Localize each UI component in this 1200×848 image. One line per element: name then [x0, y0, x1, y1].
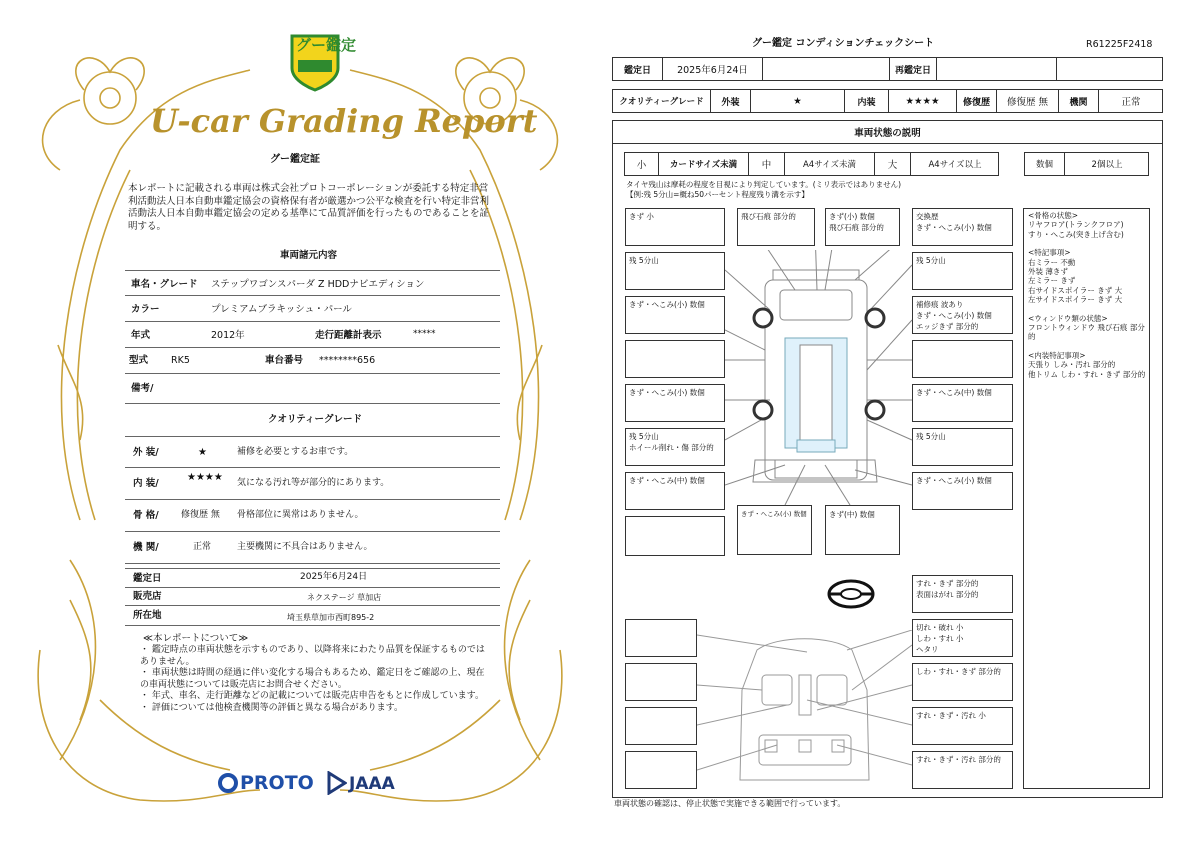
- interior-label: 内 装/: [133, 478, 159, 489]
- jaaa-logo-text: JAAA: [349, 774, 395, 794]
- car-exterior-diagram: [725, 250, 915, 520]
- count-desc: 2個以上: [1091, 160, 1123, 170]
- callout-box: 交換歴 きず・へこみ(小) 数個: [912, 208, 1013, 246]
- name-value: ステップワゴンスパーダ Z HDDナビエディション: [211, 279, 425, 290]
- side-notes: <骨格の状態> リヤフロア(トランクフロア) すり・へこみ(突き上げ含む) <特記事項> 右ミラー 不動 外装 薄きず 左ミラー きず 右サイドスポイラー きず 大 左サイドスポイラー きず 大 <ウィンドウ類の状態> フロントウィンドウ 飛び石痕 部分的 <内装特記事項> 天張り しみ・汚れ 部分的 他トリム しわ・すれ・きず 部分的: [1028, 211, 1146, 379]
- cert-title: グー鑑定証: [270, 154, 320, 165]
- mileage-label: 走行距離計表示: [315, 330, 382, 341]
- size-small: 小: [625, 153, 659, 175]
- condition-check-sheet: [600, 0, 1200, 848]
- model-label: 型式: [129, 355, 149, 366]
- condition-title: 車両状態の説明: [612, 120, 1163, 144]
- date-label: 鑑定日: [613, 58, 663, 80]
- callout-box: きず・へこみ(小) 数個: [625, 384, 725, 422]
- interior-desc: 気になる汚れ等が部分的にあります。: [237, 478, 390, 488]
- info-row-address: [125, 606, 500, 626]
- size-mid: 中: [749, 153, 785, 175]
- address-value: 埼玉県草加市西町895-2: [287, 613, 375, 622]
- callout-box-empty: [625, 619, 697, 657]
- callout-box: 補修痕 波あり きず・へこみ(小) 数個 エッジきず 部分的: [912, 296, 1013, 334]
- int-stars: ★★★★: [889, 90, 957, 112]
- spec-row-model: [125, 348, 500, 374]
- remarks-label: 備考/: [131, 383, 154, 394]
- jaaa-logo-icon: [327, 771, 347, 795]
- size-small-desc: カードサイズ未満: [659, 153, 749, 175]
- car-interior-diagram: [697, 630, 912, 795]
- callout-box: 残 5分山: [625, 252, 725, 290]
- grade-row: [612, 89, 1163, 113]
- model-value: RK5: [171, 355, 190, 366]
- size-large: 大: [875, 153, 911, 175]
- callout-box: すれ・きず・汚れ 部分的: [912, 751, 1013, 789]
- badge-text: グー鑑定: [296, 36, 357, 54]
- note-item: ・ 鑑定時点の車両状態を示すものであり、以降将来にわたり品質を保証するものではありません。: [140, 645, 485, 667]
- size-mid-desc: A4サイズ未満: [785, 153, 875, 175]
- repair-value: 修復歴 無: [997, 90, 1059, 112]
- steering-wheel-icon: [826, 578, 876, 610]
- date-value: 2025年6月24日: [300, 572, 368, 582]
- exterior-desc: 補修を必要とするお車です。: [237, 447, 354, 457]
- exterior-label: 外 装/: [133, 447, 159, 458]
- date-value: 2025年6月24日: [663, 58, 763, 80]
- repair-label: 修復歴: [957, 90, 997, 112]
- mileage-value: *****: [413, 329, 436, 339]
- callout-box: 飛び石痕 部分的: [737, 208, 815, 246]
- callout-box: きず・へこみ(中) 数個: [625, 472, 725, 510]
- spec-title: 車両諸元内容: [280, 250, 338, 261]
- redate-value: [937, 58, 1057, 80]
- year-label: 年式: [131, 330, 151, 341]
- callout-box-empty: [625, 707, 697, 745]
- footer-note: 車両状態の確認は、停止状態で実施できる範囲で行っています。: [614, 799, 846, 808]
- tire-note-2: 【例:残 5分山=概ね50パーセント程度残り溝を示す】: [626, 190, 809, 199]
- callout-box-empty: [912, 340, 1013, 378]
- side-notes-panel: [1023, 208, 1150, 789]
- date-label: 鑑定日: [133, 573, 162, 584]
- engine-value: 正常: [1121, 97, 1141, 108]
- note-item: ・ 車両状態は時間の経過に伴い変化する場合もあるため、鑑定日をご確認の上、現在の車両状態については販売店にお問合せください。: [140, 668, 485, 690]
- intro-text: 本レポートに記載される車両は株式会社プロトコーポレーションが委託する特定非営利活動法人日本自動車鑑定協会の資格保有者が厳選かつ公平な検査を行い特定非営利活動法人日本自動車鑑定協会の定める基準にて品質評価を行ったものであることを証明する。: [128, 183, 490, 232]
- shop-label: 販売店: [133, 591, 162, 602]
- callout-box-empty: [625, 516, 725, 556]
- spec-row-remarks: [125, 374, 500, 404]
- callout-box: きず 小: [625, 208, 725, 246]
- callout-box: しわ・すれ・きず 部分的: [912, 663, 1013, 701]
- report-id: R61225F2418: [1086, 39, 1153, 50]
- callout-box: きず(小) 数個 飛び石痕 部分的: [825, 208, 900, 246]
- quality-row-exterior: [125, 436, 500, 468]
- chassis-value: ********656: [319, 355, 376, 366]
- callout-box: 残 5分山 ホイール削れ・傷 部分的: [625, 428, 725, 466]
- qg-label: クオリティーグレード: [613, 90, 711, 112]
- redate-label: 再鑑定日: [889, 58, 937, 80]
- notes-title: ≪本レポートについて≫: [143, 633, 249, 644]
- callout-box: 残 5分山: [912, 428, 1013, 466]
- quality-row-engine: [125, 532, 500, 564]
- ext-label: 外装: [711, 90, 751, 112]
- name-label: 車名・グレード: [131, 279, 198, 290]
- quality-row-frame: [125, 500, 500, 532]
- spec-row-name: [125, 270, 500, 296]
- engine-label: 機 関/: [133, 542, 159, 553]
- color-label: カラー: [131, 304, 160, 315]
- quality-title: クオリティーグレード: [268, 414, 363, 425]
- script-title: U-car Grading Report: [150, 102, 538, 140]
- proto-logo-text: PROTO: [240, 772, 314, 794]
- callout-box: すれ・きず 部分的 表面はがれ 部分的: [912, 575, 1013, 613]
- interior-stars: ★★★★: [187, 472, 223, 483]
- spec-row-year: [125, 322, 500, 348]
- callout-box: きず・へこみ(中) 数個: [912, 384, 1013, 422]
- info-row-shop: [125, 588, 500, 606]
- date-row: [612, 57, 1163, 81]
- size-legend: [624, 152, 999, 176]
- count-legend: [1024, 152, 1149, 176]
- size-large-desc: A4サイズ以上: [928, 160, 982, 170]
- note-item: ・ 評価については他検査機関等の評価と異なる場合があります。: [140, 702, 403, 713]
- callout-box: きず・へこみ(小) 数個: [625, 296, 725, 334]
- callout-box: すれ・きず・汚れ 小: [912, 707, 1013, 745]
- callout-box-empty: [625, 663, 697, 701]
- engine-desc: 主要機関に不具合はありません。: [237, 542, 373, 552]
- shop-value: ネクステージ 草加店: [307, 593, 382, 602]
- frame-value: 修復歴 無: [181, 510, 220, 520]
- quality-row-interior: [125, 468, 500, 500]
- note-item: ・ 年式、車名、走行距離などの記載については販売店申告をもとに作成しています。: [140, 691, 484, 701]
- engine-label: 機関: [1059, 90, 1099, 112]
- int-label: 内装: [845, 90, 889, 112]
- chassis-label: 車台番号: [265, 355, 304, 366]
- color-value: プレミアムブラキッシュ・パール: [211, 304, 352, 315]
- sheet-title: グー鑑定 コンディションチェックシート: [752, 38, 935, 49]
- count-label: 数個: [1025, 153, 1065, 175]
- frame-label: 骨 格/: [133, 510, 159, 521]
- callout-box: 残 5分山: [912, 252, 1013, 290]
- spec-row-color: [125, 296, 500, 322]
- callout-box-empty: [625, 751, 697, 789]
- proto-logo-icon: [217, 772, 239, 794]
- info-row-date: [125, 568, 500, 588]
- callout-box: きず・へこみ(小) 数個: [912, 472, 1013, 510]
- callout-box-empty: [625, 340, 725, 378]
- frame-desc: 骨格部位に異常はありません。: [237, 510, 364, 520]
- tire-note-1: タイヤ残山は摩耗の程度を目視により判定しています。(ミリ表示ではありません): [626, 180, 902, 189]
- ext-stars: ★: [751, 90, 845, 112]
- callout-box: きず(中) 数個: [825, 505, 900, 555]
- callout-box: 切れ・破れ 小 しわ・すれ 小 ヘタリ: [912, 619, 1013, 657]
- exterior-stars: ★: [198, 447, 207, 458]
- year-value: 2012年: [211, 330, 245, 341]
- address-label: 所在地: [133, 610, 162, 621]
- callout-box: きず・へこみ(小) 数個: [737, 505, 812, 555]
- engine-value: 正常: [193, 542, 212, 552]
- notes-list: [140, 645, 488, 714]
